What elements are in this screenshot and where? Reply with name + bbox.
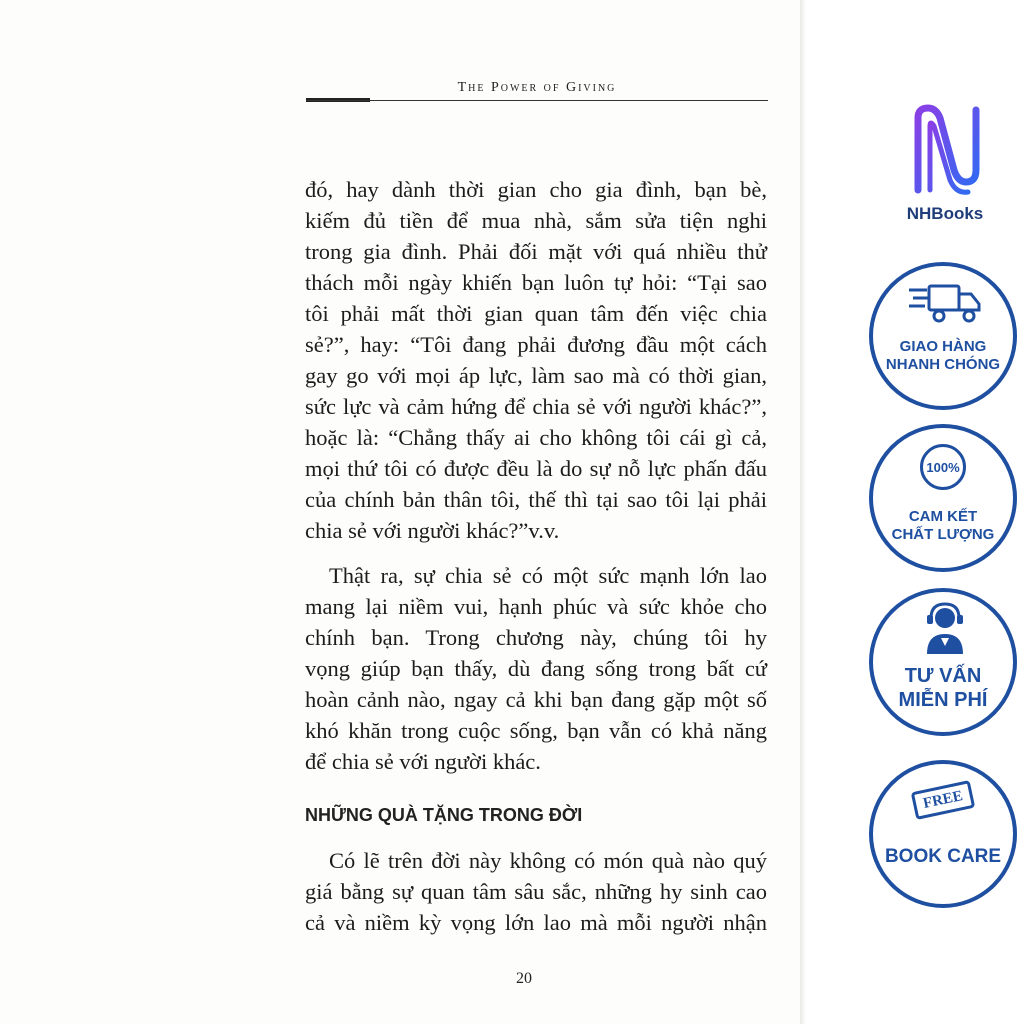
badge-label-line2: CHẤT LƯỢNG [891, 526, 995, 543]
text-line: để chia sẻ với người khác. [305, 749, 541, 774]
page-edge [800, 0, 806, 1024]
text-line: tôi phải mất thời gian quan tâm đến việc chia [305, 301, 767, 326]
text-line: giá bằng sự quan tâm sâu sắc, những hy sinh cao [305, 879, 767, 904]
brand-badges-column [860, 0, 1024, 1024]
text-line: chính bạn. Trong chương này, chúng tôi hy [305, 625, 767, 650]
delivery-truck-icon [907, 282, 983, 330]
nh-logo-icon [910, 100, 984, 200]
badge-fast-delivery [869, 262, 1017, 410]
badge-label-line1: GIAO HÀNG [899, 338, 987, 355]
section-heading: NHỮNG QUÀ TẶNG TRONG ĐỜI [305, 805, 583, 825]
percent-100-text: 100% [926, 459, 960, 475]
free-stamp-icon [911, 780, 976, 820]
badge-label-line1: TƯ VẤN [904, 665, 982, 687]
text-line: thách mỗi ngày khiến bạn luôn tự hỏi: “Tại sao [305, 270, 767, 295]
support-agent-icon [923, 602, 967, 658]
page-number: 20 [516, 970, 532, 987]
text-line: gay go với mọi áp lực, làm sao mà có thời gian, [305, 363, 767, 388]
text-line: sẻ?”, hay: “Tôi đang phải đương đầu một cách [305, 332, 767, 357]
brand-name: NHBooks [906, 204, 984, 223]
text-line: khó khăn trong cuộc sống, bạn vẫn có khả năng [305, 718, 767, 743]
badge-book-care [869, 760, 1017, 908]
text-line: hoặc là: “Chẳng thấy ai cho không tôi cái gì cả, [305, 425, 767, 450]
text-line: mang lại niềm vui, hạnh phúc và sức khỏe cho [305, 594, 767, 619]
running-header [306, 80, 768, 104]
paragraph-1 [305, 174, 767, 546]
text-line: Thật ra, sự chia sẻ có một sức mạnh lớn lao [329, 563, 767, 588]
text-line: của chính bản thân tôi, thế thì tại sao tôi lại phải [305, 487, 767, 512]
text-line: sức lực và cảm hứng để chia sẻ với người khác?”, [305, 394, 767, 419]
text-line: chia sẻ với người khác?”v.v. [305, 518, 560, 543]
badge-quality [869, 424, 1017, 572]
free-stamp-text: FREE [921, 787, 965, 812]
badge-free-consult [869, 588, 1017, 736]
text-line: trong gia đình. Phải đối mặt với quá nhiều thử [305, 239, 767, 264]
badge-label-line2: MIỄN PHÍ [898, 689, 988, 711]
badge-label-line1: CAM KẾT [908, 508, 978, 525]
percent-100-icon [920, 444, 966, 490]
header-rule [306, 100, 768, 101]
text-line: cả và niềm kỳ vọng lớn lao mà mỗi người nhận [305, 910, 767, 935]
paragraph-3 [305, 845, 767, 938]
text-line: mọi thứ tôi có được đều là do sự nỗ lực phấn đấu [305, 456, 767, 481]
badge-label-line2: NHANH CHÓNG [885, 356, 1001, 373]
badge-label-line1: BOOK CARE [884, 846, 1002, 867]
running-header-title: The Power of Giving [457, 80, 617, 95]
text-line: đó, hay dành thời gian cho gia đình, bạn bè, [305, 177, 767, 202]
text-line: kiếm đủ tiền để mua nhà, sắm sửa tiện nghi [305, 208, 767, 233]
text-line: vọng giúp bạn thấy, dù đang sống trong bất cứ [305, 656, 767, 681]
text-line: Có lẽ trên đời này không có món quà nào quý [329, 848, 767, 873]
text-line: hoàn cảnh nào, ngay cả khi bạn đang gặp một số [305, 687, 767, 712]
paragraph-2 [305, 560, 767, 777]
